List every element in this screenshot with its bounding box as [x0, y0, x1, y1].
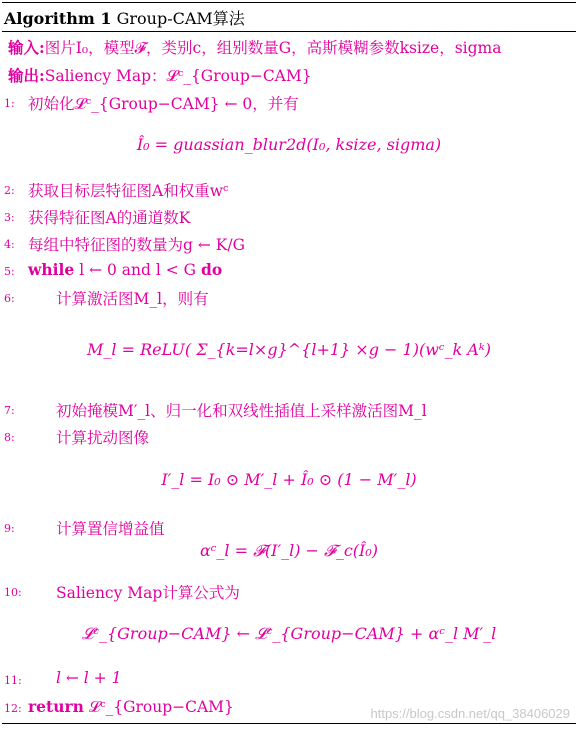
step-number: 6:	[4, 292, 15, 305]
watermark: https://blog.csdn.net/qq_38406029	[370, 706, 570, 721]
output-line	[8, 64, 312, 86]
step-number: 2:	[4, 184, 15, 197]
step-text: 每组中特征图的数量为g ← K/G	[28, 236, 245, 254]
equation-confidence: αᶜ_l = 𝓕(I′_l) − 𝓕_c(Î₀)	[199, 541, 379, 560]
algorithm-label: Algorithm 1	[4, 9, 112, 28]
output-text: Saliency Map：𝓛ᶜ_{Group−CAM}	[44, 67, 312, 85]
step-text: 计算激活图M_l，则有	[56, 290, 209, 308]
while-condition: l ← 0 and l < G	[79, 261, 197, 279]
equation-activation: M_l = ReLU( Σ_{k=l×g}^{l+1} ×g − 1)(wᶜ_k Aᵏ)	[87, 340, 491, 359]
return-value: 𝓛ᶜ_{Group−CAM}	[88, 698, 234, 716]
do-keyword: do	[200, 260, 223, 279]
equation-blur: Î₀ = guassian_blur2d(I₀, ksize, sigma)	[136, 135, 442, 154]
algorithm-caption	[4, 6, 245, 29]
input-label: 输入:	[8, 38, 45, 57]
return-line	[28, 697, 234, 717]
output-label: 输出:	[8, 66, 45, 85]
step-number: 5:	[4, 265, 15, 278]
step-number: 4:	[4, 238, 15, 251]
step-number: 11:	[4, 674, 22, 687]
return-keyword: return	[28, 697, 84, 716]
step-text: 初始化𝓛ᶜ_{Group−CAM} ← 0，并有	[28, 95, 299, 113]
algorithm-title: Group-CAM算法	[116, 9, 245, 28]
step-text: 获取目标层特征图A和权重wᶜ	[28, 182, 229, 200]
step-number: 8:	[4, 431, 15, 444]
step-text: 获得特征图A的通道数K	[28, 209, 191, 227]
input-text: 图片I₀，模型𝓕，类别c，组别数量G，高斯模糊参数ksize，sigma	[44, 39, 502, 57]
while-keyword: while	[28, 260, 75, 279]
step-number: 12:	[4, 702, 22, 715]
step-number: 9:	[4, 522, 15, 535]
equation-saliency: 𝓛ᶜ_{Group−CAM} ← 𝓛ᶜ_{Group−CAM} + αᶜ_l M′_l	[81, 624, 497, 643]
step-text: 计算扰动图像	[56, 429, 150, 447]
while-line	[28, 260, 222, 279]
input-line	[8, 36, 502, 58]
step-text: l ← l + 1	[56, 669, 122, 687]
step-text: Saliency Map计算公式为	[56, 584, 240, 602]
top-rule	[2, 2, 576, 3]
step-text: 计算置信增益值	[56, 520, 165, 538]
caption-rule	[2, 31, 576, 32]
step-number: 7:	[4, 404, 15, 417]
step-number: 1:	[4, 97, 15, 110]
step-number: 10:	[4, 586, 22, 599]
step-number: 3:	[4, 211, 15, 224]
equation-perturbation: I′_l = I₀ ⊙ M′_l + Î₀ ⊙ (1 − M′_l)	[161, 470, 417, 489]
step-text: 初始掩模M′_l、归一化和双线性插值上采样激活图M_l	[56, 402, 427, 420]
bottom-rule	[2, 723, 576, 724]
